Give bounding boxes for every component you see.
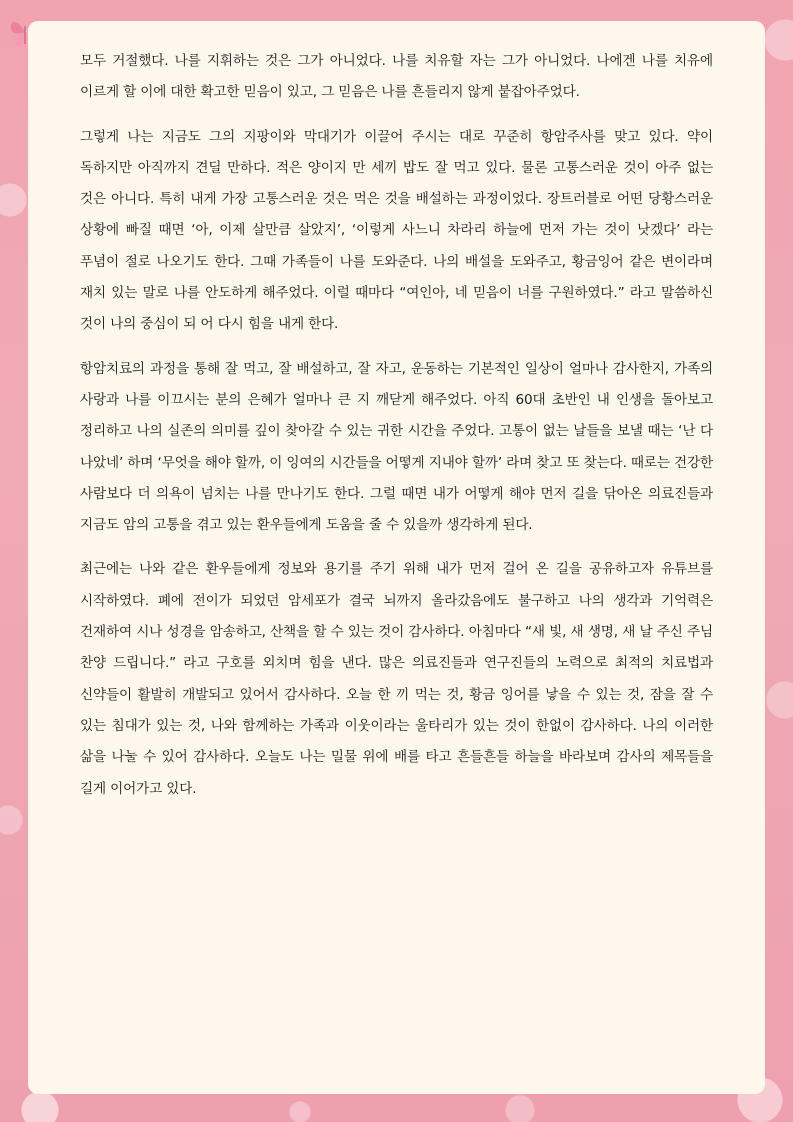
paragraph-2: 그렇게 나는 지금도 그의 지팡이와 막대기가 이끌어 주시는 대로 꾸준히 항암주사를 맞고 있다. 약이 독하지만 아직까지 견딜 만하다. 적은 양이지 만 세끼 밥도 잘 먹고 있다. 물론 고통스러운 것이 아주 없는 것은 아니다. 특히 내게 가장 고통스러운 것은 먹은 것을 배설하는 과정이었다. 장트러블로 어떤 당황스러운 상황에 빠질 때면 ‘아, 이제 살만큼 살았지’, ‘이렇게 사느니 차라리 하늘에 먼저 가는 것이 낫겠다’ 라는 푸념이 절로 나오기도 한다. 그때 가족들이 나를 도와준다. 나의 배설을 도와주고, 황금잉어 같은 변이라며 재치 있는 말로 나를 안도하게 해주었다. 이럴 때마다 “여인아, 네 믿음이 너를 구원하였다.” 라고 말씀하신 것이 나의 중심이 되 어 다시 힘을 내게 한다. <box>80 128 713 333</box>
document-page <box>28 21 765 1094</box>
paragraph-4: 최근에는 나와 같은 환우들에게 정보와 용기를 주기 위해 내가 먼저 걸어 온 길을 공유하고자 유튜브를 시작하였다. 폐에 전이가 되었던 암세포가 결국 뇌까지 올라갔음에도 불구하고 나의 생각과 기억력은 건재하여 시나 성경을 암송하고, 산책을 할 수 있는 것이 감사하다. 아침마다 “새 빛, 새 생명, 새 날 주신 주님 찬양 드립니다.” 라고 구호를 외치며 힘을 낸다. 많은 의료진들과 연구진들의 노력으로 최적의 치료법과 신약들이 활발히 개발되고 있어서 감사하다. 오늘 한 끼 먹는 것, 황금 잉어를 낳을 수 있는 것, 잠을 잘 수 있는 침대가 있는 것, 나와 함께하는 가족과 이웃이라는 울타리가 있는 것이 한없이 감사하다. 나의 이러한 삶을 나눌 수 있어 감사하다. 오늘도 나는 밀물 위에 배를 타고 흔들흔들 하늘을 바라보며 감사의 제목들을 길게 이어가고 있다. <box>80 561 713 797</box>
paragraph-3: 항암치료의 과정을 통해 잘 먹고, 잘 배설하고, 잘 자고, 운동하는 기본적인 일상이 얼마나 감사한지, 가족의 사랑과 나를 이끄시는 분의 은혜가 얼마나 큰 지 깨닫게 해주었다. 아직 60대 초반인 내 인생을 돌아보고 정리하고 나의 실존의 의미를 깊이 찾아갈 수 있는 귀한 시간을 주었다. 고통이 없는 날들을 보낼 때는 ‘난 다 나았네’ 하며 ‘무엇을 해야 할까, 이 잉여의 시간들을 어떻게 지내야 할까’ 라며 찾고 또 찾는다. 때로는 건강한 사람보다 더 의욕이 넘치는 나를 만나기도 한다. 그럴 때면 내가 어떻게 해야 먼저 길을 닦아온 의료진들과 지금도 암의 고통을 겪고 있는 환우들에게 도움을 줄 수 있을까 생각하게 된다. <box>80 360 713 534</box>
paragraph-1: 모두 거절했다. 나를 지휘하는 것은 그가 아니었다. 나를 치유할 자는 그가 아니었다. 나에겐 나를 치유에 이르게 할 이에 대한 확고한 믿음이 있고, 그 믿음은 나를 흔들리지 않게 붙잡아주었다. <box>80 53 713 101</box>
